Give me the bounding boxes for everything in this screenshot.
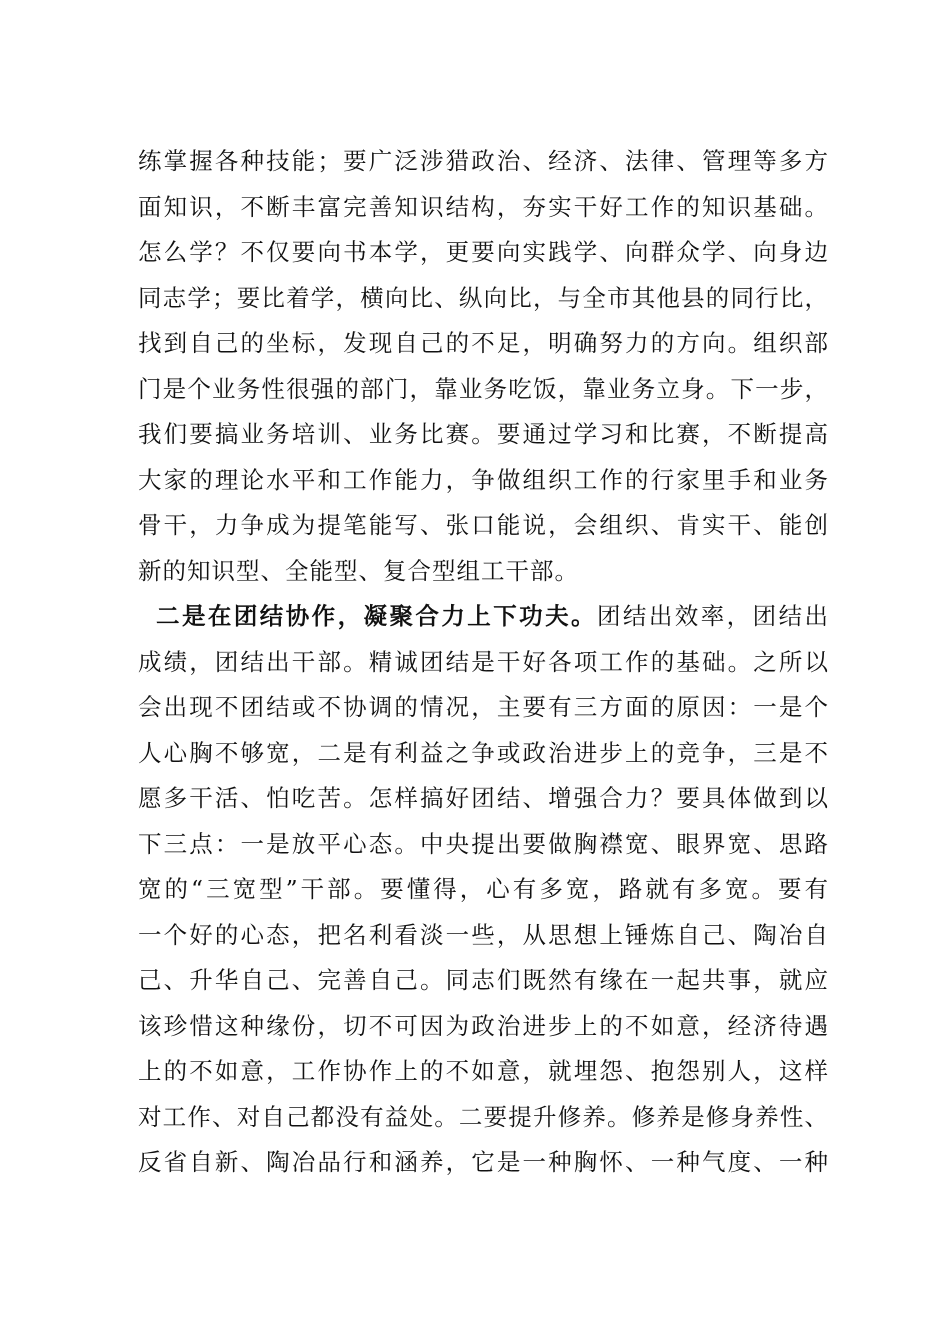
text-line: 新的知识型、全能型、复合型组工干部。 xyxy=(138,556,579,585)
text-line: 会出现不团结或不协调的情况，主要有三方面的原因：一是个 xyxy=(138,693,828,721)
text-line xyxy=(138,594,828,640)
paragraph-2 xyxy=(138,594,828,1186)
text-line: 骨干，力争成为提笔能写、张口能说，会组织、肯实干、能创 xyxy=(138,511,828,539)
text-line: 成绩，团结出干部。精诚团结是干好各项工作的基础。之所以 xyxy=(138,647,828,676)
text-line: 同志学；要比着学，横向比、纵向比，与全市其他县的同行比， xyxy=(138,283,828,312)
text-line: 该珍惜这种缘份，切不可因为政治进步上的不如意，经济待遇 xyxy=(138,1011,828,1040)
text-line: 我们要搞业务培训、业务比赛。要通过学习和比赛，不断提高 xyxy=(138,420,828,448)
text-line: 怎么学？不仅要向书本学，更要向实践学、向群众学、向身边 xyxy=(138,238,828,266)
text-line: 己、升华自己、完善自己。同志们既然有缘在一起共事，就应 xyxy=(138,966,828,994)
text-line: 宽的“三宽型”干部。要懂得，心有多宽，路就有多宽。要有 xyxy=(138,875,828,903)
text-line: 愿多干活、怕吃苦。怎样搞好团结、增强合力？要具体做到以 xyxy=(138,784,828,812)
section-heading: 二是在团结协作，凝聚合力上下功夫。 xyxy=(156,602,597,630)
text-line: 上的不如意，工作协作上的不如意，就埋怨、抱怨别人，这样 xyxy=(138,1057,828,1085)
text-span: 团结出效率，团结出 xyxy=(596,602,829,630)
text-line: 大家的理论水平和工作能力，争做组织工作的行家里手和业务 xyxy=(138,465,828,494)
text-line: 反省自新、陶冶品行和涵养，它是一种胸怀、一种气度、一种 xyxy=(138,1148,828,1176)
paragraph-1 xyxy=(138,139,828,594)
text-line: 对工作、对自己都没有益处。二要提升修养。修养是修身养性、 xyxy=(138,1102,828,1131)
text-line: 人心胸不够宽，二是有利益之争或政治进步上的竞争，三是不 xyxy=(138,738,828,767)
text-line: 找到自己的坐标，发现自己的不足，明确努力的方向。组织部 xyxy=(138,329,828,357)
text-line: 练掌握各种技能；要广泛涉猎政治、经济、法律、管理等多方 xyxy=(138,147,828,175)
text-line: 一个好的心态，把名利看淡一些，从思想上锤炼自己、陶冶自 xyxy=(138,920,828,949)
text-line: 下三点：一是放平心态。中央提出要做胸襟宽、眼界宽、思路 xyxy=(138,829,828,858)
text-line: 门是个业务性很强的部门，靠业务吃饭，靠业务立身。下一步， xyxy=(138,374,828,403)
text-line: 面知识，不断丰富完善知识结构，夯实干好工作的知识基础。 xyxy=(138,192,828,221)
